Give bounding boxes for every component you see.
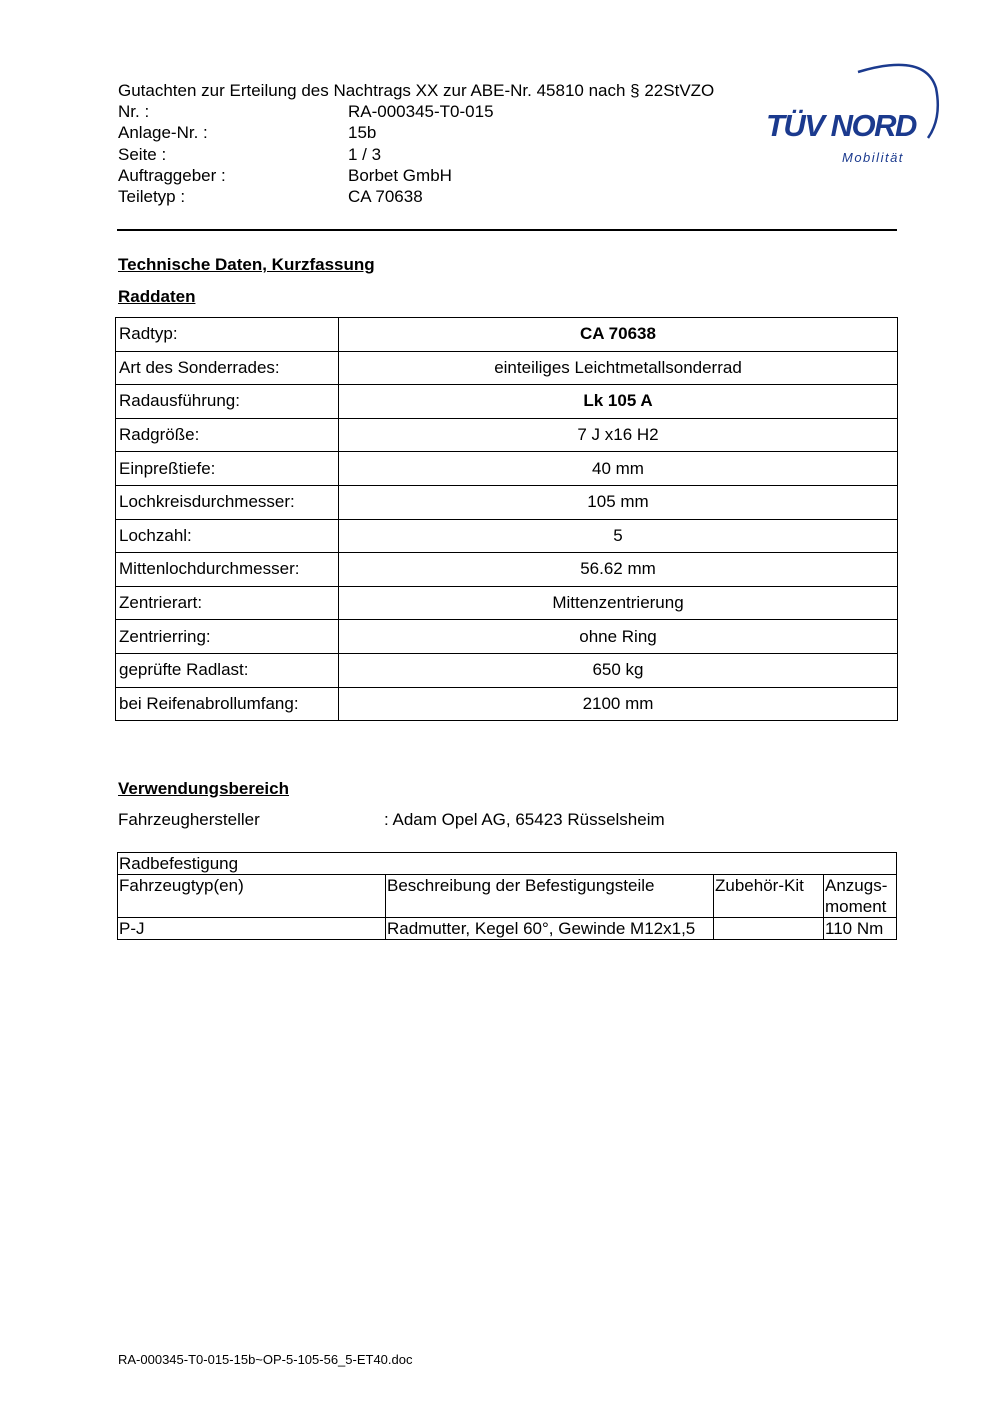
row-value: 5 xyxy=(339,519,898,553)
fastening-title-row xyxy=(118,853,897,875)
row-value: CA 70638 xyxy=(339,318,898,352)
document-header xyxy=(118,80,714,207)
row-value: 56.62 mm xyxy=(339,553,898,587)
row-label: Zentrierart: xyxy=(116,586,339,620)
fastening-title: Radbefestigung xyxy=(118,853,897,875)
row-value: Mittenzentrierung xyxy=(339,586,898,620)
row-label: Art des Sonderrades: xyxy=(116,351,339,385)
row-value: 7 J x16 H2 xyxy=(339,418,898,452)
meta-anlage: Anlage-Nr. : 15b xyxy=(118,123,377,143)
tuev-nord-logo xyxy=(760,58,945,173)
manufacturer-label: Fahrzeughersteller xyxy=(118,810,260,829)
table-row xyxy=(116,318,898,352)
fastening-header-row xyxy=(118,875,897,918)
cell-kit xyxy=(714,918,824,940)
table-row xyxy=(118,918,897,940)
logo-brand: TÜV NORD xyxy=(766,108,916,143)
manufacturer-value: : Adam Opel AG, 65423 Rüsselsheim xyxy=(384,810,665,829)
fastening-table xyxy=(117,852,897,940)
row-value: 650 kg xyxy=(339,653,898,687)
col-fahrzeugtyp: Fahrzeugtyp(en) xyxy=(118,875,386,918)
meta-nr: Nr. : RA-000345-T0-015 xyxy=(118,102,494,122)
row-label: Einpreßtiefe: xyxy=(116,452,339,486)
row-label: Radgröße: xyxy=(116,418,339,452)
table-row xyxy=(116,620,898,654)
table-row xyxy=(116,418,898,452)
table-row xyxy=(116,385,898,419)
meta-auftraggeber: Auftraggeber : Borbet GmbH xyxy=(118,165,452,185)
meta-seite: Seite : 1 / 3 xyxy=(118,144,382,164)
row-label: bei Reifenabrollumfang: xyxy=(116,687,339,721)
cell-moment: 110 Nm xyxy=(824,918,897,940)
row-value: ohne Ring xyxy=(339,620,898,654)
row-value: 40 mm xyxy=(339,452,898,486)
table-row xyxy=(116,485,898,519)
col-zubehoer: Zubehör-Kit xyxy=(714,875,824,918)
row-value: 105 mm xyxy=(339,485,898,519)
wheel-data-table xyxy=(115,317,898,721)
row-label: Zentrierring: xyxy=(116,620,339,654)
verwendung-heading: Verwendungsbereich xyxy=(118,779,289,798)
row-label: Lochzahl: xyxy=(116,519,339,553)
table-row xyxy=(116,553,898,587)
table-row xyxy=(116,586,898,620)
footer-filename: RA-000345-T0-015-15b~OP-5-105-56_5-ET40.doc xyxy=(118,1352,413,1367)
meta-teiletyp: Teiletyp : CA 70638 xyxy=(118,187,423,207)
report-title: Gutachten zur Erteilung des Nachtrags XX zur ABE-Nr. 45810 nach § 22StVZO xyxy=(118,81,715,100)
row-label: geprüfte Radlast: xyxy=(116,653,339,687)
table-row xyxy=(116,519,898,553)
header-divider xyxy=(117,229,897,231)
col-anzugsmoment: Anzugs-moment xyxy=(824,875,897,918)
col-beschreibung: Beschreibung der Befestigungsteile xyxy=(386,875,714,918)
row-value: 2100 mm xyxy=(339,687,898,721)
table-row xyxy=(116,687,898,721)
raddaten-heading: Raddaten xyxy=(118,287,196,306)
table-row xyxy=(116,351,898,385)
cell-beschreibung: Radmutter, Kegel 60°, Gewinde M12x1,5 xyxy=(386,918,714,940)
row-label: Radausführung: xyxy=(116,385,339,419)
row-value: einteiliges Leichtmetallsonderrad xyxy=(339,351,898,385)
section-title: Technische Daten, Kurzfassung xyxy=(118,255,375,274)
row-label: Radtyp: xyxy=(116,318,339,352)
row-label: Lochkreisdurchmesser: xyxy=(116,485,339,519)
table-row xyxy=(116,653,898,687)
table-row xyxy=(116,452,898,486)
cell-typ: P-J xyxy=(118,918,386,940)
logo-subtitle: Mobilität xyxy=(842,150,904,165)
row-label: Mittenlochdurchmesser: xyxy=(116,553,339,587)
manufacturer-row xyxy=(118,810,665,830)
row-value: Lk 105 A xyxy=(339,385,898,419)
